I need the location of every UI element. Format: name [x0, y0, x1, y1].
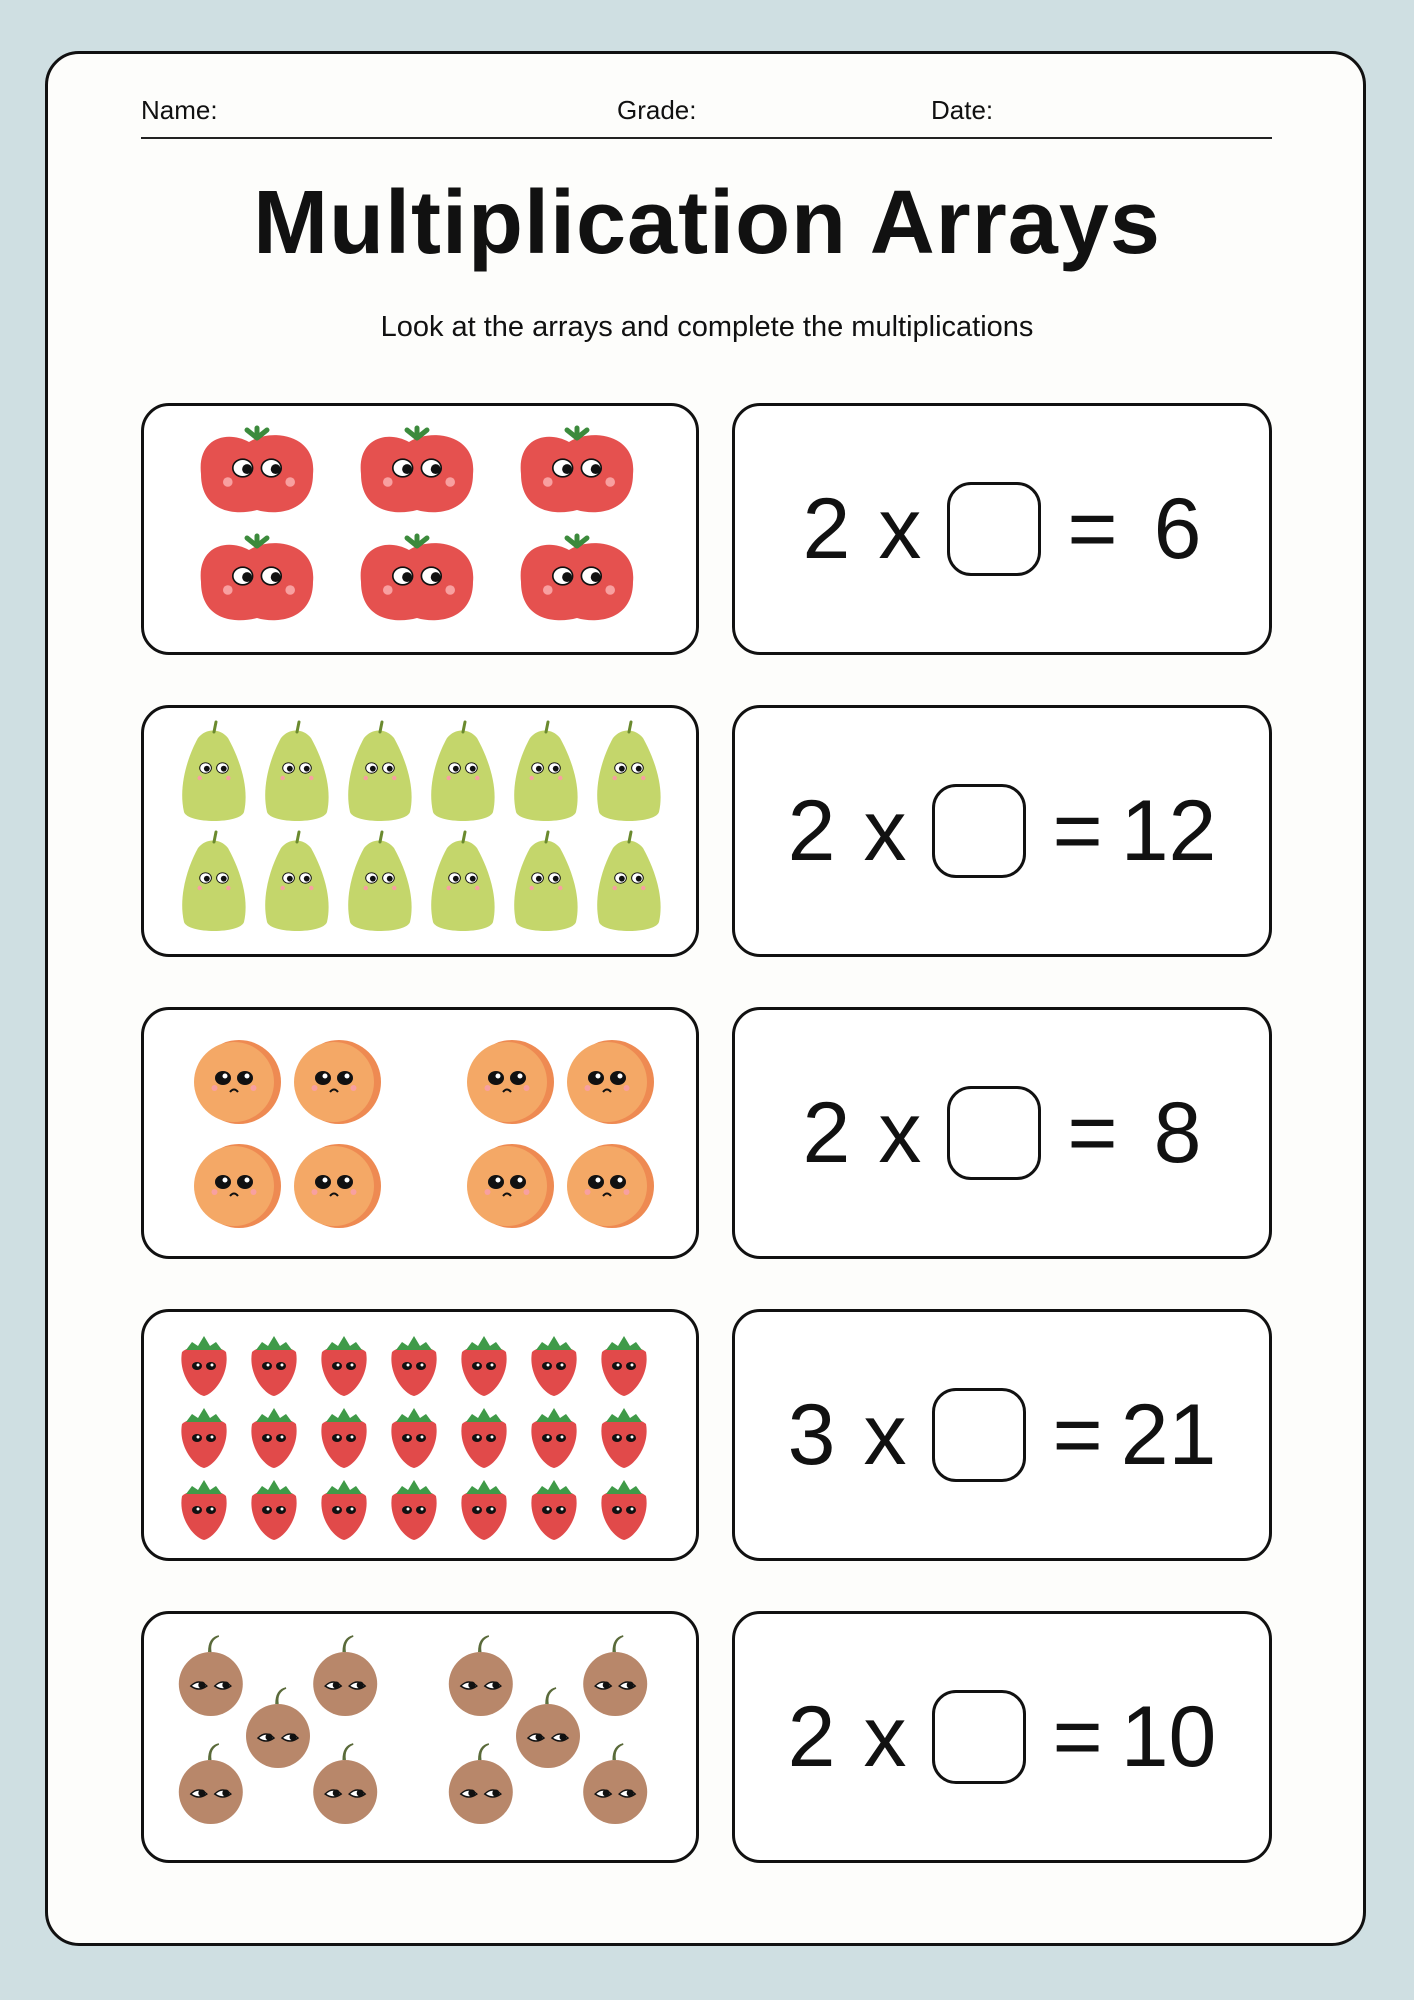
kiwi-icon	[313, 1636, 377, 1716]
orange-array-drawing	[144, 1010, 696, 1256]
orange-icon	[567, 1040, 654, 1124]
array-panel-strawberries	[141, 1309, 699, 1561]
tomato-icon	[201, 536, 314, 620]
times-sign: x	[878, 1084, 922, 1181]
pear-icon	[431, 832, 494, 931]
pear-icon	[514, 832, 577, 931]
tomato-icon	[361, 428, 474, 512]
array-panel-kiwis	[141, 1611, 699, 1863]
pear-array-drawing	[144, 708, 696, 954]
tomato-icon	[521, 536, 634, 620]
equation-panel-4	[732, 1309, 1272, 1561]
strawberry-icon	[461, 1408, 506, 1468]
pear-icon	[597, 722, 660, 821]
kiwi-icon	[449, 1636, 513, 1716]
orange-icon	[194, 1040, 281, 1124]
factor: 2	[802, 1084, 851, 1181]
equals-sign: =	[1052, 782, 1103, 879]
strawberry-icon	[321, 1480, 366, 1540]
product: 10	[1120, 1688, 1217, 1785]
kiwi-icon	[583, 1744, 647, 1824]
array-panel-pears	[141, 705, 699, 957]
kiwi-icon	[246, 1688, 310, 1768]
answer-box[interactable]	[932, 1388, 1026, 1482]
pear-icon	[348, 722, 411, 821]
strawberry-array-drawing	[144, 1312, 696, 1558]
strawberry-icon	[321, 1408, 366, 1468]
header-underline	[141, 137, 1272, 139]
strawberry-icon	[251, 1336, 296, 1396]
equals-sign: =	[1067, 1084, 1118, 1181]
kiwi-icon	[313, 1744, 377, 1824]
pear-icon	[265, 722, 328, 821]
pear-icon	[514, 722, 577, 821]
tomato-icon	[521, 428, 634, 512]
strawberry-icon	[251, 1408, 296, 1468]
kiwi-icon	[449, 1744, 513, 1824]
strawberry-icon	[181, 1408, 226, 1468]
equation-panel-1	[732, 403, 1272, 655]
equation-panel-3	[732, 1007, 1272, 1259]
kiwi-icon	[583, 1636, 647, 1716]
tomato-array-drawing	[144, 406, 696, 652]
strawberry-icon	[461, 1480, 506, 1540]
orange-icon	[467, 1040, 554, 1124]
strawberry-icon	[531, 1336, 576, 1396]
instructions: Look at the arrays and complete the multiplications	[380, 311, 1034, 343]
pear-icon	[182, 722, 245, 821]
factor: 3	[787, 1386, 836, 1483]
product: 21	[1120, 1386, 1217, 1483]
equals-sign: =	[1052, 1688, 1103, 1785]
equation-panel-2	[732, 705, 1272, 957]
times-sign: x	[863, 1688, 907, 1785]
pear-icon	[348, 832, 411, 931]
array-panel-tomatoes	[141, 403, 699, 655]
strawberry-icon	[531, 1480, 576, 1540]
kiwi-icon	[179, 1744, 243, 1824]
tomato-icon	[361, 536, 474, 620]
product: 6	[1153, 480, 1202, 577]
times-sign: x	[878, 480, 922, 577]
strawberry-icon	[601, 1408, 646, 1468]
strawberry-icon	[391, 1480, 436, 1540]
strawberry-icon	[321, 1336, 366, 1396]
product: 8	[1153, 1084, 1202, 1181]
name-label: Name:	[141, 95, 218, 125]
times-sign: x	[863, 1386, 907, 1483]
equals-sign: =	[1052, 1386, 1103, 1483]
strawberry-icon	[601, 1336, 646, 1396]
answer-box[interactable]	[932, 1690, 1026, 1784]
strawberry-icon	[251, 1480, 296, 1540]
orange-icon	[567, 1144, 654, 1228]
factor: 2	[787, 1688, 836, 1785]
answer-box[interactable]	[947, 482, 1041, 576]
strawberry-icon	[531, 1408, 576, 1468]
factor: 2	[802, 480, 851, 577]
factor: 2	[787, 782, 836, 879]
times-sign: x	[863, 782, 907, 879]
tomato-icon	[201, 428, 314, 512]
equals-sign: =	[1067, 480, 1118, 577]
strawberry-icon	[461, 1336, 506, 1396]
pear-icon	[265, 832, 328, 931]
kiwi-icon	[516, 1688, 580, 1768]
pear-icon	[431, 722, 494, 821]
answer-box[interactable]	[947, 1086, 1041, 1180]
date-label: Date:	[931, 95, 994, 125]
answer-box[interactable]	[932, 784, 1026, 878]
strawberry-icon	[181, 1336, 226, 1396]
strawberry-icon	[391, 1408, 436, 1468]
page-title: Multiplication Arrays	[253, 173, 1161, 273]
grade-label: Grade:	[617, 95, 697, 125]
array-panel-oranges	[141, 1007, 699, 1259]
equation-panel-5	[732, 1611, 1272, 1863]
strawberry-icon	[601, 1480, 646, 1540]
orange-icon	[294, 1144, 381, 1228]
strawberry-icon	[181, 1480, 226, 1540]
orange-icon	[194, 1144, 281, 1228]
kiwi-array-drawing	[144, 1614, 696, 1860]
pear-icon	[182, 832, 245, 931]
strawberry-icon	[391, 1336, 436, 1396]
kiwi-icon	[179, 1636, 243, 1716]
pear-icon	[597, 832, 660, 931]
orange-icon	[467, 1144, 554, 1228]
product: 12	[1120, 782, 1217, 879]
orange-icon	[294, 1040, 381, 1124]
